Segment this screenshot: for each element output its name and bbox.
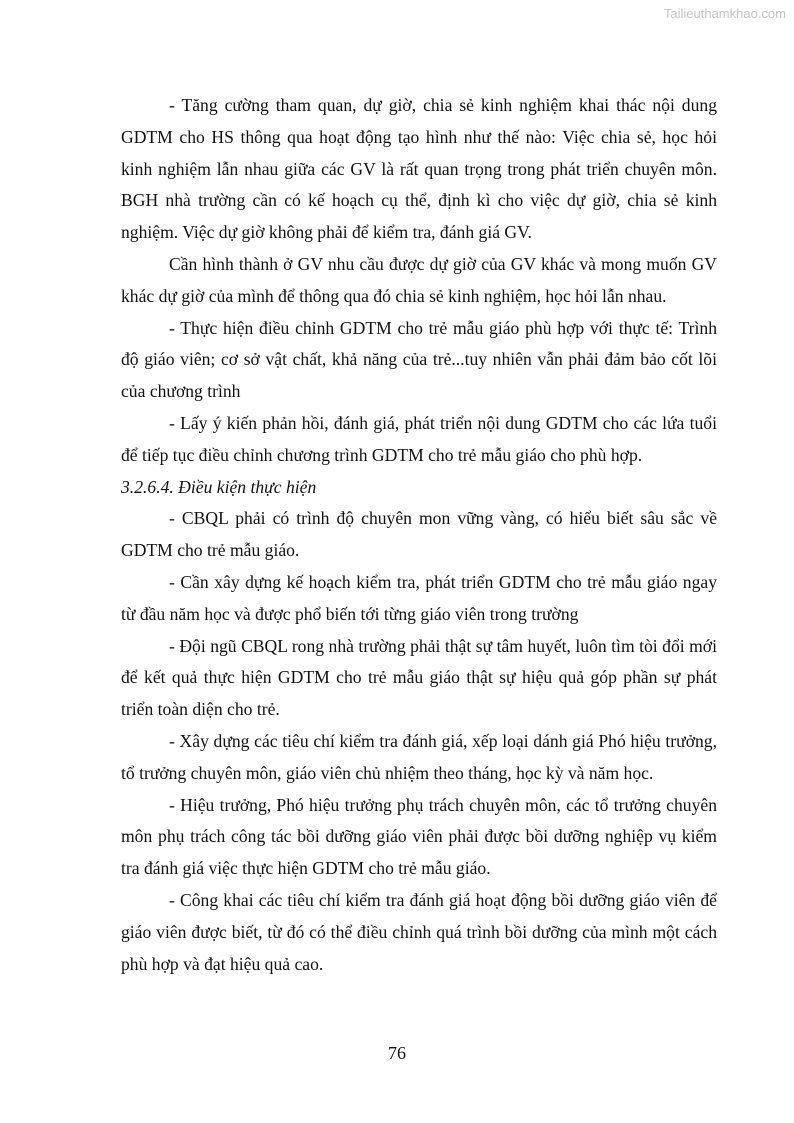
paragraph-adjust-gdtm: - Thực hiện điều chỉnh GDTM cho trẻ mẫu giáo phù hợp với thực tế: Trình độ giáo viên; cơ sở vật chất, khả năng của trẻ...tuy nhiên vẫn phải đảm bảo cốt lõi của chương trình — [121, 317, 717, 402]
paragraph-inspection-plan: - Cần xây dựng kế hoạch kiểm tra, phát triển GDTM cho trẻ mẫu giáo ngay từ đầu năm học và được phổ biến tới từng giáo viên trong trường — [121, 571, 717, 624]
paragraph-cbql-expertise: - CBQL phải có trình độ chuyên mon vững vàng, có hiểu biết sâu sắc về GDTM cho trẻ mẫu giáo. — [121, 508, 717, 561]
page-number: 76 — [388, 1043, 406, 1063]
document-body — [121, 90, 717, 980]
paragraph-public-criteria: - Công khai các tiêu chí kiểm tra đánh giá hoạt động bồi dưỡng giáo viên để giáo viên được biết, từ đó có thể điều chỉnh quá trình bồi dưỡng của mình một cách phù hợp và đạt hiệu quả cao. — [121, 889, 717, 974]
paragraph-cbql-dedication: - Đội ngũ CBQL rong nhà trường phải thật sự tâm huyết, luôn tìm tòi đổi mới để kết quả thực hiện GDTM cho trẻ mẫu giáo thật sự hiệu quả góp phần sự phát triển toàn diện cho trẻ. — [121, 635, 717, 720]
paragraph-observation-needs: Cần hình thành ở GV nhu cầu được dự giờ của GV khác và mong muốn GV khác dự giờ của mình để thông qua đó chia sẻ kinh nghiệm, học hỏi lẫn nhau. — [121, 253, 717, 306]
paragraph-principal-training: - Hiệu trưởng, Phó hiệu trưởng phụ trách chuyên môn, các tổ trưởng chuyên môn phụ trách công tác bồi dưỡng giáo viên phải được bồi dưỡng nghiệp vụ kiểm tra đánh giá việc thực hiện GDTM cho trẻ mẫu giáo. — [121, 794, 717, 879]
paragraph-site-visits: - Tăng cường tham quan, dự giờ, chia sẻ kinh nghiệm khai thác nội dung GDTM cho HS thông qua hoạt động tạo hình như thế nào: Việc chia sẻ, học hỏi kinh nghiệm lẫn nhau giữa các GV là rất quan trọng trong phát triển chuyên môn. BGH nhà trường cần có kế hoạch cụ thể, định kì cho việc dự giờ, chia sẻ kinh nghiệm. Việc dự giờ không phải để kiểm tra, đánh giá GV. — [121, 95, 717, 243]
section-heading: 3.2.6.4. Điều kiện thực hiện — [121, 476, 317, 497]
paragraph-feedback: - Lấy ý kiến phản hồi, đánh giá, phát triển nội dung GDTM cho các lứa tuổi để tiếp tục điều chỉnh chương trình GDTM cho trẻ mẫu giáo cho phù hợp. — [121, 412, 717, 465]
watermark: Tailieuthamkhao.com — [663, 6, 786, 21]
paragraph-evaluation-criteria: - Xây dựng các tiêu chí kiểm tra đánh giá, xếp loại dánh giá Phó hiệu trưởng, tổ trưởng chuyên môn, giáo viên chủ nhiệm theo tháng, học kỳ và năm học. — [121, 730, 717, 783]
